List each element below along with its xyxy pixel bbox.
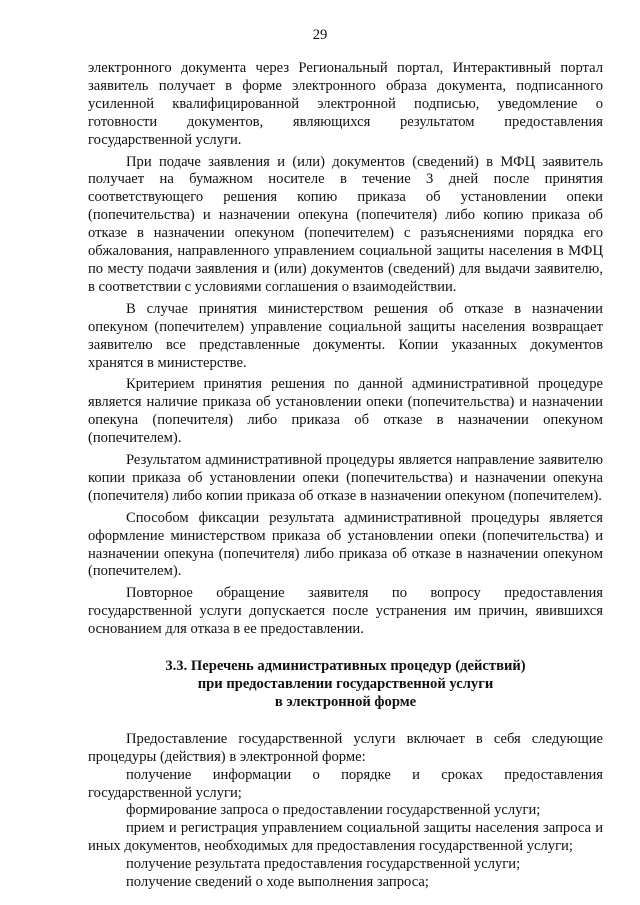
section-intro: Предоставление государственной услуги включает в себя следующие процедуры (действия) в электронной форме: xyxy=(88,730,603,765)
procedure-item: формирование запроса о предоставлении государственной услуги; xyxy=(126,802,541,819)
paragraph-repeated-request: Повторное обращение заявителя по вопросу предоставления государственной услуги допускается после устранения им причин, явившихся основанием для отказа в ее предоставлении. xyxy=(88,585,603,638)
section-heading-line-2: при предоставлении государственной услуги xyxy=(197,676,494,692)
document-body xyxy=(88,60,603,892)
page-number: 29 xyxy=(312,27,328,43)
procedure-item: получение информации о порядке и сроках предоставления государственной услуги; xyxy=(88,766,603,801)
procedure-item: получение сведений о ходе выполнения запроса; xyxy=(126,874,429,891)
paragraph-decision-criterion: Критерием принятия решения по данной административной процедуре является наличие приказа об установлении опеки (попечительства) и назначении опекуна (попечителя) либо приказа об отказе в назначении опекуном (попечителем). xyxy=(88,376,603,447)
paragraph-mfc-result: При подаче заявления и (или) документов (сведений) в МФЦ заявитель получает на бумажном носителе в течение 3 дней после принятия соответствующего решения копию приказа об установлении опеки (попечительства) и назначении опекуна (попечителя) либо копию приказа об отказе в назначении опекуном (попечителем) с разъяснениями порядка его обжалования, направленного управлением социальной защиты населения в МФЦ по месту подачи заявления и (или) документов (сведений) для выдачи заявителю, в соответствии с условиями соглашения о взаимодействии. xyxy=(88,153,603,295)
section-heading xyxy=(88,658,603,712)
section-heading-line-1: 3.3. Перечень административных процедур (действий) xyxy=(165,658,526,675)
procedure-item: получение результата предоставления государственной услуги; xyxy=(126,856,521,873)
paragraph-continuation: электронного документа через Региональный портал, Интерактивный портал заявитель получает в форме электронного образа документа, подписанного усиленной квалифицированной электронной подписью, уведомление о готовности документов, являющихся результатом предоставления государственной услуги. xyxy=(88,60,603,148)
paragraph-refusal-return: В случае принятия министерством решения об отказе в назначении опекуном (попечителем) управление социальной защиты населения возвращает заявителю все представленные документы. Копии указанных документов хранятся в министерстве. xyxy=(88,300,603,371)
procedure-item: прием и регистрация управлением социальной защиты населения запроса и иных документов, необходимых для предоставления государственной услуги; xyxy=(88,820,603,855)
paragraph-result-fixation: Способом фиксации результата административной процедуры является оформление министерством приказа об установлении опеки (попечительства) и назначении опекуна (попечителя) либо приказа об отказе в назначении опекуном (попечителем). xyxy=(88,509,603,580)
section-heading-line-3: в электронной форме xyxy=(274,693,417,710)
paragraph-procedure-result: Результатом административной процедуры является направление заявителю копии приказа об установлении опеки (попечительства) и назначении опекуна (попечителя) либо копии приказа об отказе в назначении опекуном (попечителем). xyxy=(88,452,603,504)
